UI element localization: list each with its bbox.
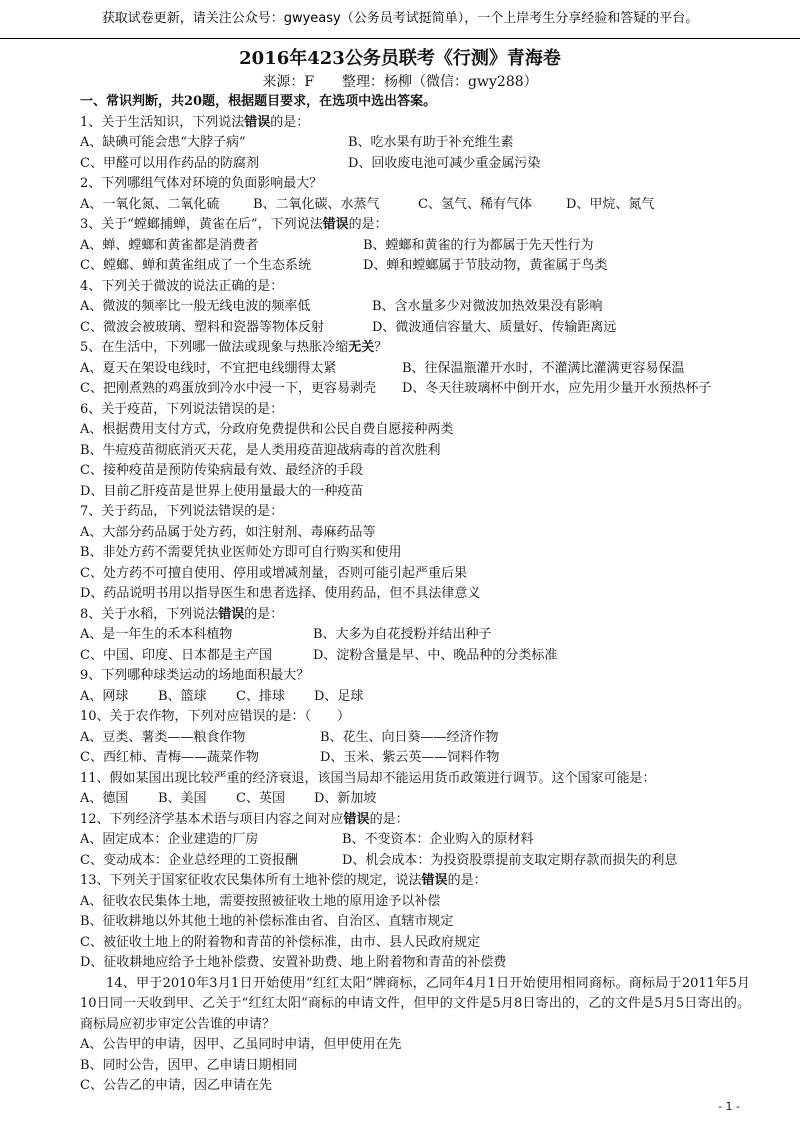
source-line: 来源：F 整理：杨柳（微信：gwy288）: [262, 74, 538, 90]
option-b[interactable]: B、同时公告，因甲、乙申请日期相同: [80, 1057, 298, 1073]
options-row: [80, 379, 750, 400]
option-d[interactable]: D、征收耕地应给予土地补偿费、安置补助费、地上附着物和青苗的补偿费: [80, 955, 507, 970]
question-13: 13、下列关于国家征收农民集体所有土地补偿的规定，说法错误的是：: [80, 873, 487, 888]
options-row: [80, 646, 750, 667]
section-heading: 一、常识判断，共20题，根据题目要求，在选项中选出答案。: [80, 94, 437, 109]
option-a[interactable]: A、豆类、薯类——粮食作物: [80, 729, 246, 745]
option-b[interactable]: B、螳螂和黄雀的行为都属于先天性行为: [363, 237, 594, 253]
option-a[interactable]: A、夏天在架设电线时，不宜把电线绷得太紧: [80, 360, 337, 376]
option-b[interactable]: B、牛痘疫苗彻底消灭天花，是人类用疫苗迎战病毒的首次胜利: [80, 442, 441, 458]
question-7: 7、关于药品，下列说法错误的是：: [80, 504, 284, 519]
option-c[interactable]: C、公告乙的申请，因乙申请在先: [80, 1078, 272, 1093]
options-row: [80, 236, 750, 257]
option-d[interactable]: D、微波通信容量大、质量好、传输距离远: [372, 319, 617, 335]
option-a[interactable]: A、德国: [80, 791, 129, 806]
option-a[interactable]: A、根据费用支付方式，分政府免费提供和公民自费自愿接种两类: [80, 422, 454, 437]
option-c[interactable]: C、接种疫苗是预防传染病最有效、最经济的手段: [80, 463, 363, 478]
option-b[interactable]: B、含水量多少对微波加热效果没有影响: [372, 299, 603, 314]
promo-banner: 获取试卷更新，请关注公众号：gwyeasy（公务员考试挺简单），一个上岸考生分享经验和答疑的平台。: [0, 0, 800, 39]
question-11: 11、假如某国出现比较严重的经济衰退，该国当局却不能运用货币政策进行调节。这个国家可能是：: [80, 770, 656, 786]
option-c[interactable]: C、把刚煮熟的鸡蛋放到冷水中浸一下，更容易剥壳: [80, 381, 376, 396]
question-5: 5、在生活中，下列哪一做法或现象与热胀冷缩无关？: [80, 340, 388, 355]
page-title: 2016年423公务员联考《行测》青海卷: [239, 48, 561, 69]
question-8: 8、关于水稻，下列说法错误的是：: [80, 606, 284, 622]
option-c[interactable]: C、氢气、稀有气体: [418, 196, 532, 212]
options-row: [80, 789, 750, 810]
option-d[interactable]: D、药品说明书用以指导医生和患者选择、使用药品，但不具法律意义: [80, 586, 481, 601]
options-row: [80, 728, 750, 749]
option-b[interactable]: B、大多为自花授粉并结出种子: [313, 627, 492, 642]
page-number: - 1 -: [718, 1100, 740, 1113]
option-a[interactable]: A、一氧化氮、二氧化硫: [80, 196, 220, 212]
option-b[interactable]: B、二氧化碳、水蒸气: [253, 196, 380, 212]
option-a[interactable]: A、公告甲的申请，因甲、乙虽同时申请，但甲使用在先: [80, 1037, 402, 1052]
options-row: [80, 625, 750, 646]
option-d[interactable]: D、机会成本：为投资股票提前支取定期存款而损失的利息: [342, 852, 678, 868]
question-1: 1、关于生活知识，下列说法错误的是：: [80, 114, 310, 130]
option-d[interactable]: D、目前乙肝疫苗是世界上使用量最大的一种疫苗: [80, 483, 364, 499]
option-b[interactable]: B、往保温瓶灌开水时，不灌满比灌满更容易保温: [402, 360, 685, 376]
option-a[interactable]: A、微波的频率比一般无线电波的频率低: [80, 299, 311, 314]
question-list: [80, 92, 750, 1097]
keyword: 错误: [244, 114, 271, 130]
option-c[interactable]: C、英国: [236, 791, 285, 806]
options-row: [80, 133, 750, 154]
keyword: 错误: [322, 217, 349, 232]
option-a[interactable]: A、网球: [80, 688, 129, 704]
option-c[interactable]: C、被征收土地上的附着物和青苗的补偿标准，由市、县人民政府规定: [80, 934, 480, 950]
option-b[interactable]: B、美国: [158, 791, 207, 806]
option-c[interactable]: C、排球: [236, 688, 285, 704]
option-a[interactable]: A、固定成本：企业建造的厂房: [80, 832, 259, 847]
option-c[interactable]: C、微波会被玻璃、塑料和瓷器等物体反射: [80, 319, 324, 335]
options-row: [80, 748, 750, 769]
options-row: [80, 297, 750, 318]
option-c[interactable]: C、处方药不可擅自使用、停用或增减剂量，否则可能引起严重后果: [80, 565, 467, 581]
question-2: 2、下列哪组气体对环境的负面影响最大？: [80, 176, 323, 191]
option-b[interactable]: B、非处方药不需要凭执业医师处方即可自行购买和使用: [80, 545, 402, 560]
option-c[interactable]: C、螳螂、蝉和黄雀组成了一个生态系统: [80, 258, 311, 273]
question-10: 10、关于农作物，下列对应错误的是：（ ）: [80, 709, 351, 724]
option-a[interactable]: A、是一年生的禾本科植物: [80, 627, 233, 642]
option-d[interactable]: D、冬天往玻璃杯中倒开水，应先用少量开水预热杯子: [402, 381, 712, 396]
options-row: [80, 318, 750, 339]
keyword: 错误: [421, 873, 448, 888]
options-row: [80, 359, 750, 380]
option-d[interactable]: D、玉米、紫云英——饲料作物: [320, 750, 500, 765]
option-a[interactable]: A、缺碘可能会患“大脖子病”: [80, 135, 246, 150]
option-c[interactable]: C、中国、印度、日本都是主产国: [80, 647, 272, 663]
options-row: [80, 851, 750, 872]
option-c[interactable]: C、甲醛可以用作药品的防腐剂: [80, 155, 259, 171]
question-9: 9、下列哪种球类运动的场地面积最大？: [80, 668, 310, 683]
keyword: 错误: [343, 811, 370, 827]
option-d[interactable]: D、新加坡: [314, 791, 377, 806]
question-4: 4、下列关于微波的说法正确的是：: [80, 278, 284, 294]
option-b[interactable]: B、花生、向日葵——经济作物: [320, 729, 499, 745]
option-d[interactable]: D、甲烷、氮气: [566, 196, 655, 212]
option-a[interactable]: A、大部分药品属于处方药，如注射剂、毒麻药品等: [80, 524, 376, 540]
option-d[interactable]: D、回收废电池可减少重金属污染: [348, 155, 541, 171]
option-b[interactable]: B、篮球: [158, 688, 207, 704]
option-b[interactable]: B、吃水果有助于补充维生素: [348, 135, 514, 150]
option-a[interactable]: A、蝉、螳螂和黄雀都是消费者: [80, 237, 259, 253]
keyword: 错误: [218, 606, 245, 622]
question-3: 3、关于“螳螂捕蝉，黄雀在后”，下列说法错误的是：: [80, 217, 388, 232]
options-row: [80, 256, 750, 277]
question-14: 14、甲于2010年3月1日开始使用“红红太阳”牌商标，乙同年4月1日开始使用相同商标。商标局于2011年5月10日同一天收到甲、乙关于“红红太阳”商标的申请文件，但甲的文件是5月8日寄出的，乙的文件是5月5日寄出的。商标局应初步审定公告谁的申请？: [80, 975, 750, 1032]
options-row: [80, 830, 750, 851]
option-d[interactable]: D、蝉和螳螂属于节肢动物，黄雀属于鸟类: [363, 258, 608, 273]
option-d[interactable]: D、淀粉含量是早、中、晚品种的分类标准: [313, 647, 558, 663]
question-6: 6、关于疫苗，下列说法错误的是：: [80, 401, 284, 417]
options-row: [80, 687, 750, 708]
option-a[interactable]: A、征收农民集体土地，需要按照被征收土地的原用途予以补偿: [80, 893, 441, 909]
option-b[interactable]: B、不变资本：企业购入的原材料: [342, 832, 534, 847]
keyword: 无关: [348, 340, 375, 355]
question-12: 12、下列经济学基本术语与项目内容之间对应错误的是：: [80, 811, 409, 827]
option-b[interactable]: B、征收耕地以外其他土地的补偿标准由省、自治区、直辖市规定: [80, 914, 454, 929]
options-row: [80, 195, 750, 216]
option-c[interactable]: C、变动成本：企业总经理的工资报酬: [80, 852, 298, 868]
option-d[interactable]: D、足球: [314, 688, 364, 704]
options-row: [80, 154, 750, 175]
option-c[interactable]: C、西红柿、青梅——蔬菜作物: [80, 750, 259, 765]
